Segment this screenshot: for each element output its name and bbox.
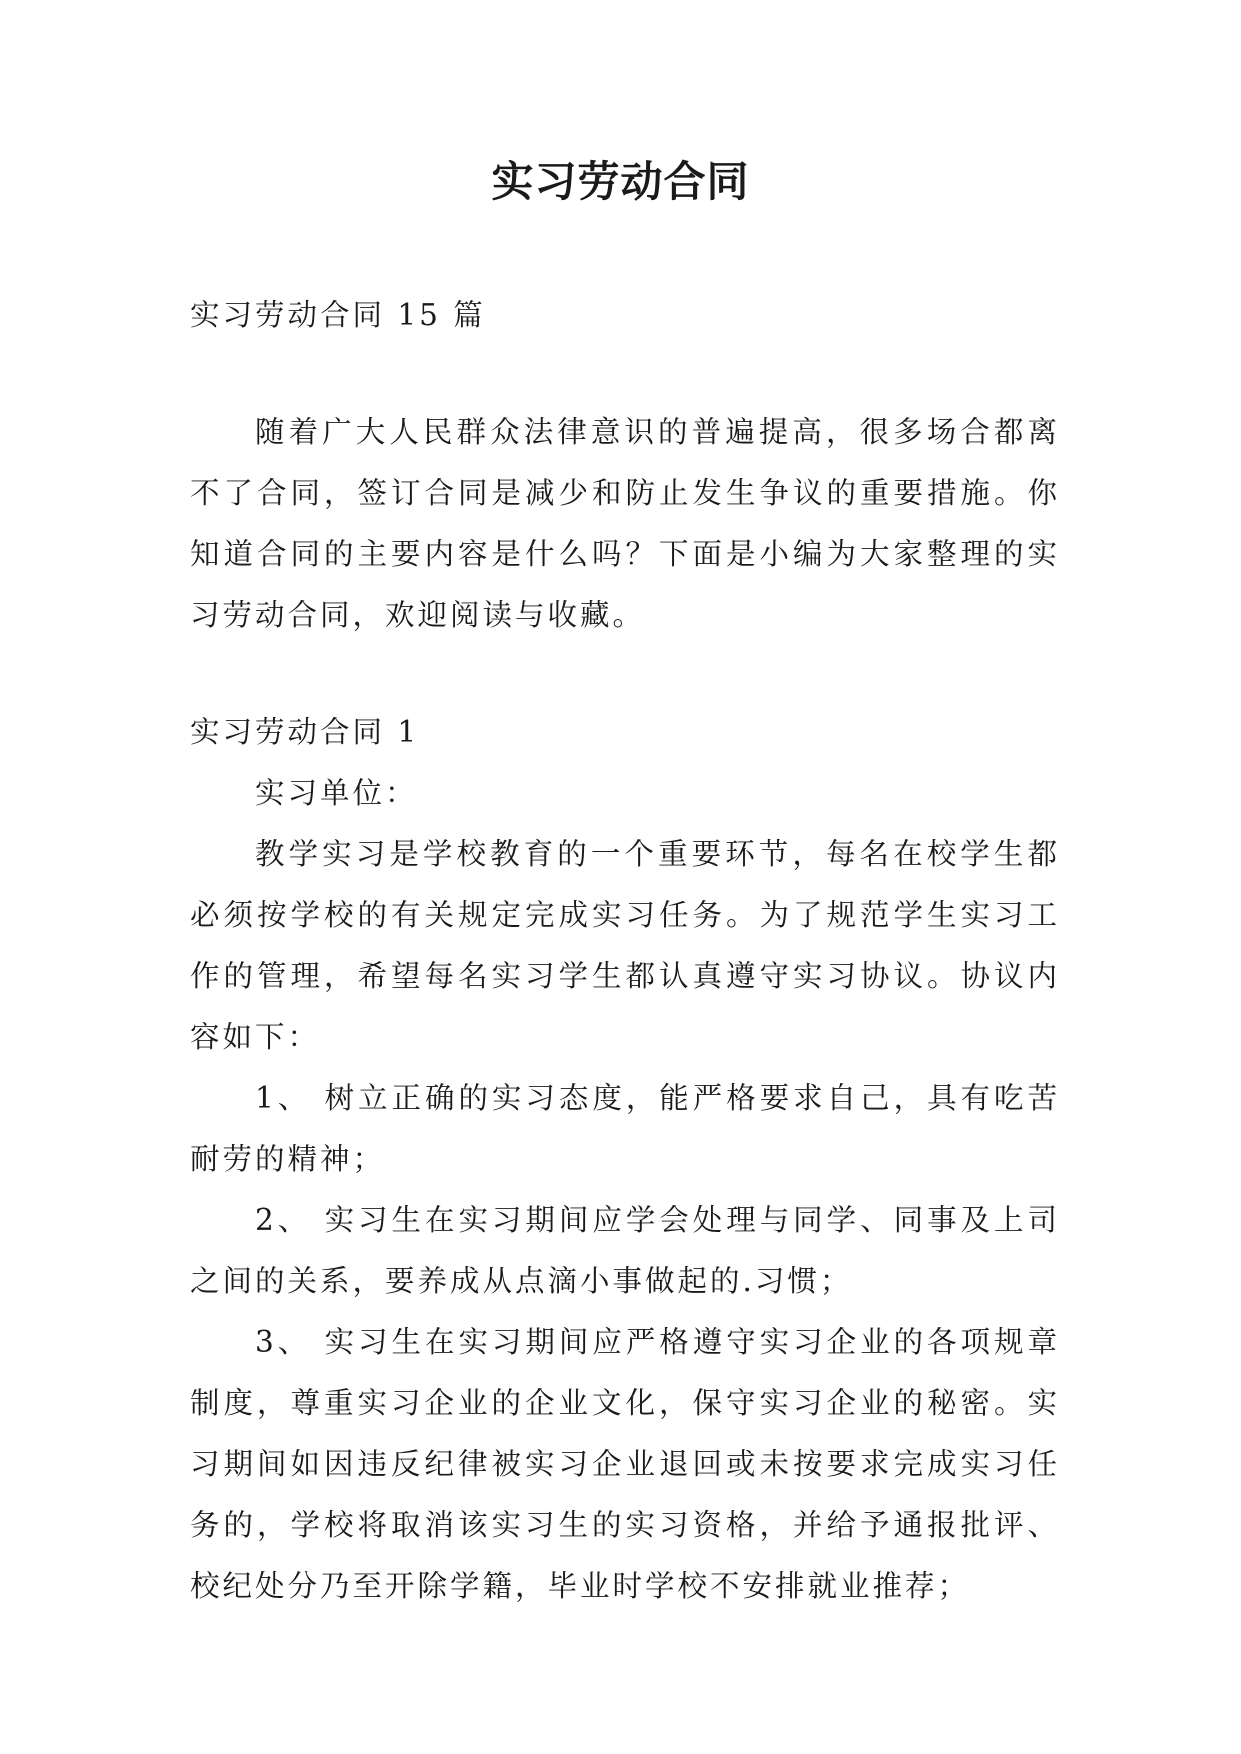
list-item-3: 3、 实习生在实习期间应严格遵守实习企业的各项规章制度，尊重实习企业的企业文化，保守实习企业的秘密。实习期间如因违反纪律被实习企业退回或未按要求完成实习任务的，学校将取消该实习生的实习资格，并给予通报批评、校纪处分乃至开除学籍，毕业时学校不安排就业推荐；	[190, 1325, 1060, 1603]
document-subtitle: 实习劳动合同 15 篇	[190, 298, 486, 332]
section-heading: 实习劳动合同 1	[190, 715, 420, 749]
body-paragraph: 教学实习是学校教育的一个重要环节，每名在校学生都必须按学校的有关规定完成实习任务。为了规范学生实习工作的管理，希望每名实习学生都认真遵守实习协议。协议内容如下：	[190, 837, 1060, 1054]
document-title: 实习劳动合同	[491, 157, 750, 206]
intro-paragraph: 随着广大人民群众法律意识的普遍提高，很多场合都离不了合同，签订合同是减少和防止发生争议的重要措施。你知道合同的主要内容是什么吗？下面是小编为大家整理的实习劳动合同，欢迎阅读与收藏。	[190, 415, 1060, 632]
unit-label: 实习单位：	[255, 776, 418, 810]
list-item-2: 2、 实习生在实习期间应学会处理与同学、同事及上司之间的关系，要养成从点滴小事做起的.习惯；	[190, 1203, 1060, 1298]
document-body	[190, 285, 1060, 1617]
list-item-1: 1、 树立正确的实习态度，能严格要求自己，具有吃苦耐劳的精神；	[190, 1081, 1060, 1176]
